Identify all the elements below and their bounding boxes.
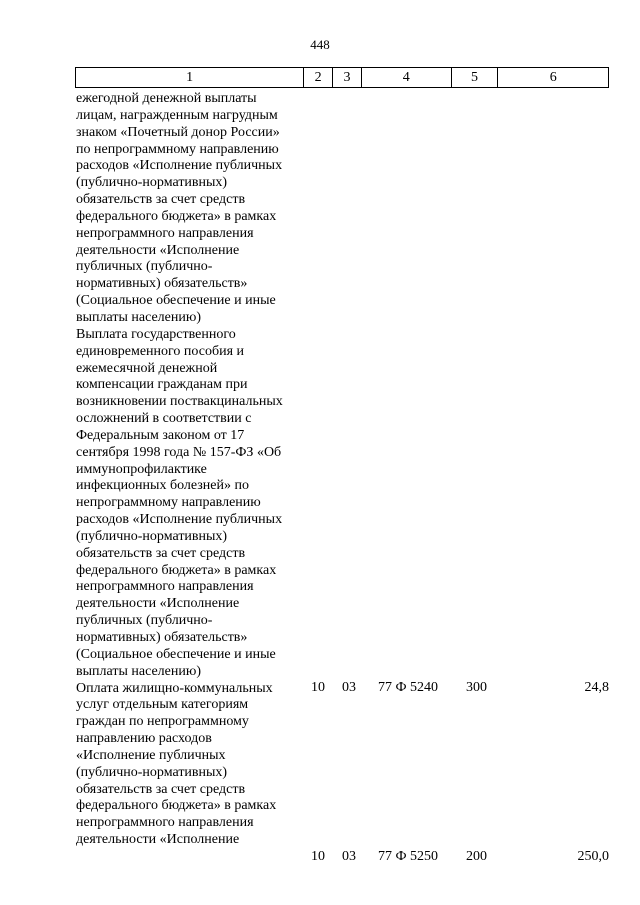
target-article-code: 77 Ф 5250 xyxy=(378,849,439,864)
text-line: Выплата государственного xyxy=(76,326,236,342)
header-cell-2: 2 xyxy=(304,68,333,87)
target-article-code: 77 Ф 5240 xyxy=(378,680,439,695)
header-cell-6: 6 xyxy=(549,69,557,85)
text-line: федерального бюджета» в рамках xyxy=(76,798,277,814)
text-line: нормативных) обязательств» xyxy=(76,630,248,645)
section-code: 10 xyxy=(311,849,325,864)
expense-type-code: 300 xyxy=(466,680,487,695)
text-line: (публично-нормативных) xyxy=(76,175,228,191)
amount: 24,8 xyxy=(584,680,609,695)
text-line: возникновении поствакцинальных xyxy=(76,394,283,410)
text-line: федерального бюджета» в рамках xyxy=(76,208,277,224)
text-line: единовременного пособия и xyxy=(76,343,245,359)
header-cell-5: 5 xyxy=(452,68,499,87)
text-line: публичных (публично- xyxy=(76,613,213,629)
text-line: «Исполнение публичных xyxy=(76,747,226,763)
text-line: обязательств за счет средств xyxy=(76,781,246,797)
table-row xyxy=(0,849,640,866)
text-line: расходов «Исполнение публичных xyxy=(76,158,283,174)
text-line: (публично-нормативных) xyxy=(76,528,228,544)
text-line: выплаты населению) xyxy=(76,663,201,679)
text-line: обязательств за счет средств xyxy=(76,192,246,208)
text-line: Оплата жилищно-коммунальных xyxy=(76,680,273,696)
subsection-code: 03 xyxy=(342,680,356,695)
text-line: иммунопрофилактике xyxy=(76,461,207,477)
amount: 250,0 xyxy=(577,849,609,864)
text-line: инфекционных болезней» по xyxy=(76,478,249,494)
text-line: сентября 1998 года № 157-ФЗ «Об xyxy=(76,444,282,460)
text-line: услуг отдельным категориям xyxy=(76,697,249,713)
text-line: непрограммного направления xyxy=(76,815,254,831)
header-cell-1: 1 xyxy=(76,68,304,87)
text-line: (публично-нормативных) xyxy=(76,764,228,780)
subsection-code: 03 xyxy=(342,849,356,864)
expense-type-code: 200 xyxy=(466,849,487,864)
text-line: лицам, награжденным нагрудным xyxy=(76,107,278,123)
text-line: деятельности «Исполнение xyxy=(76,596,240,612)
text-line: (Социальное обеспечение и иные xyxy=(76,293,276,309)
text-line: граждан по непрограммному xyxy=(76,714,249,730)
text-line: непрограммного направления xyxy=(76,225,254,241)
header-cell-3: 3 xyxy=(333,68,362,87)
text-line: федерального бюджета» в рамках xyxy=(76,562,277,578)
page-number: 448 xyxy=(310,37,330,52)
header-cell-4: 4 xyxy=(362,68,452,87)
text-line: ежегодной денежной выплаты xyxy=(76,91,257,106)
text-line: деятельности «Исполнение xyxy=(76,832,240,848)
table-header xyxy=(75,67,609,88)
table-row xyxy=(0,680,640,697)
text-line: осложнений в соответствии с xyxy=(76,411,252,427)
text-line: публичных (публично- xyxy=(76,259,213,275)
text-line: направлению расходов xyxy=(76,731,212,747)
text-line: знаком «Почетный донор России» xyxy=(76,124,280,140)
text-line: компенсации гражданам при xyxy=(76,377,248,393)
text-line: Федеральным законом от 17 xyxy=(76,427,245,443)
text-line: непрограммному направлению xyxy=(76,495,261,511)
text-line: ежемесячной денежной xyxy=(76,360,218,376)
text-line: выплаты населению) xyxy=(76,309,201,325)
text-line: расходов «Исполнение публичных xyxy=(76,512,283,528)
text-line: нормативных) обязательств» xyxy=(76,276,248,292)
text-line: деятельности «Исполнение xyxy=(76,242,240,258)
text-line: по непрограммному направлению xyxy=(76,141,279,157)
text-line: обязательств за счет средств xyxy=(76,545,246,561)
section-code: 10 xyxy=(311,680,325,695)
text-line: (Социальное обеспечение и иные xyxy=(76,646,276,662)
text-line: непрограммного направления xyxy=(76,579,254,595)
item-description-column xyxy=(76,91,304,849)
